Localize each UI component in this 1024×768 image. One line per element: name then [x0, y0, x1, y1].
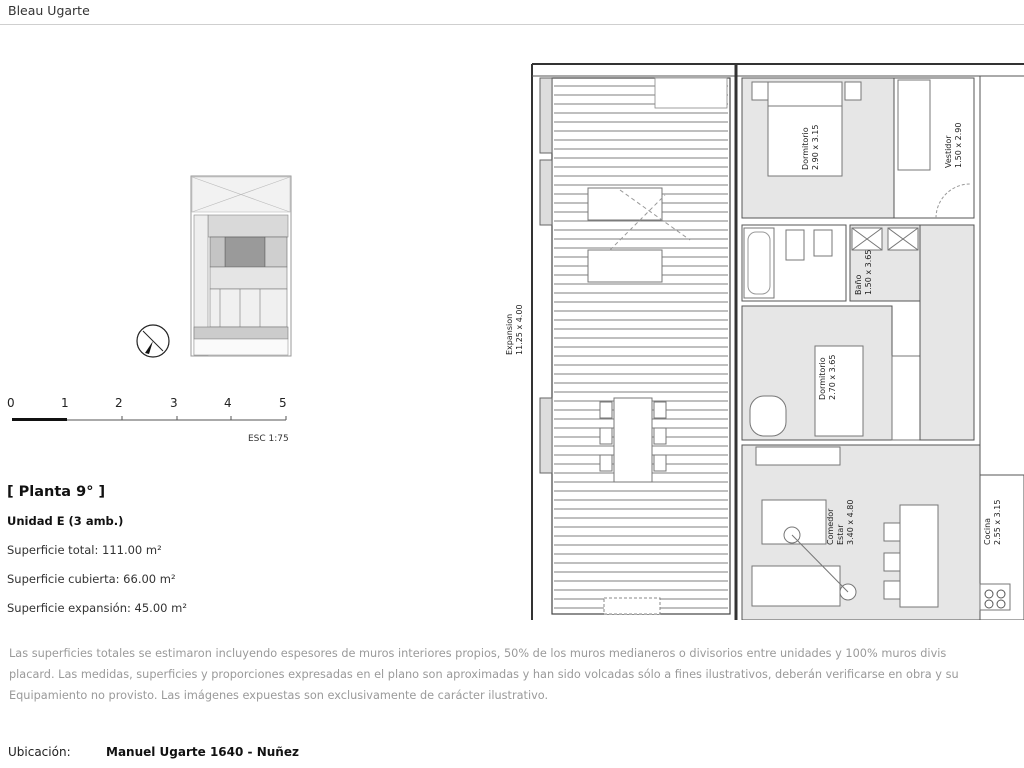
scale-tick-label: 3 — [170, 396, 178, 410]
room-label: Baño — [854, 274, 863, 295]
floor-title: [ Planta 9° ] — [7, 484, 106, 500]
expansion-area: Superficie expansión: 45.00 m² — [7, 601, 187, 615]
room-label: Expansion — [505, 313, 514, 355]
scale-tick-label: 5 — [279, 396, 287, 410]
room-label: Dormitorio — [801, 127, 810, 170]
scale-tick-label: 4 — [224, 396, 232, 410]
room-size: 11.25 x 4.00 — [515, 304, 524, 355]
north-arrow-icon — [135, 323, 171, 359]
room-size: 1.50 x 2.90 — [954, 122, 963, 168]
room-size: 1.50 x 3.65 — [864, 249, 873, 295]
scale-tick-label: 1 — [61, 396, 69, 410]
scale-label: ESC 1:75 — [248, 434, 289, 444]
graphic-scale — [0, 396, 300, 446]
disclaimer-line: Equipamiento no provisto. Las imágenes expuestas son exclusivamente de carácter ilustrativo. — [9, 689, 549, 702]
total-area: Superficie total: 111.00 m² — [7, 543, 162, 557]
room-label: Dormitorio — [818, 357, 827, 400]
room-size: 2.70 x 3.65 — [828, 354, 837, 400]
room-size: 2.90 x 3.15 — [811, 124, 820, 170]
room-size: 3.40 x 4.80 — [846, 499, 855, 545]
room-label: Estar — [836, 524, 845, 545]
scale-tick-label: 2 — [115, 396, 123, 410]
page-header — [0, 0, 1024, 25]
disclaimer — [9, 643, 1024, 706]
scale-tick-label: 0 — [7, 396, 15, 410]
floor-plan-drawing — [500, 60, 1024, 620]
room-size: 2.55 x 3.15 — [993, 499, 1002, 545]
location-label: Ubicación: — [8, 745, 71, 759]
covered-area: Superficie cubierta: 66.00 m² — [7, 572, 176, 586]
scale-bar — [0, 396, 300, 436]
disclaimer-line: Las superficies totales se estimaron incluyendo espesores de muros interiores propios, 50% de los muros medianeros o divisorios entre unidades y 100% muros divis — [9, 647, 947, 660]
key-plan — [190, 175, 292, 360]
unit-name: Unidad E (3 amb.) — [7, 514, 124, 528]
floor-plan — [500, 60, 1024, 620]
disclaimer-line: placard. Las medidas, superficies y proporciones expresadas en el plano son aproximadas y han sido volcadas sólo a fines ilustrativos, deberán verificarse en obra y su — [9, 668, 959, 681]
room-label: Comedor — [826, 508, 835, 545]
room-label: Cocina — [983, 517, 992, 545]
brand-name: Bleau Ugarte — [8, 3, 90, 18]
room-label: Vestidor — [944, 135, 953, 168]
location-address: Manuel Ugarte 1640 - Nuñez — [106, 745, 299, 759]
